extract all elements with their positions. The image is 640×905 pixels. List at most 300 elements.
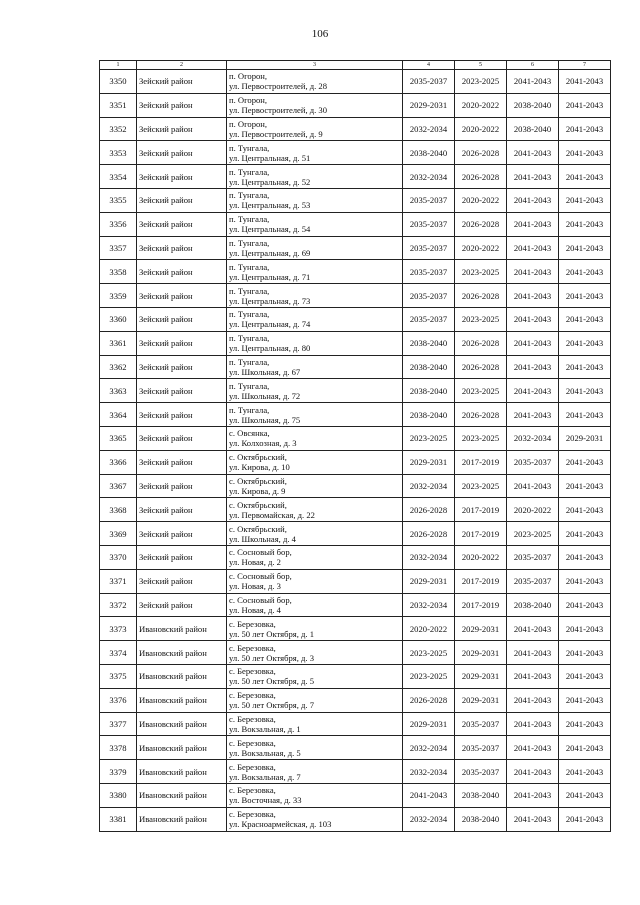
address-settlement: с. Березовка,	[229, 642, 276, 653]
period-cell-col6: 2041-2043	[507, 736, 559, 760]
address-street: ул. Восточная, д. 33	[229, 795, 302, 806]
row-number-cell: 3371	[100, 569, 137, 593]
period-cell-col6: 2041-2043	[507, 212, 559, 236]
address-street: ул. 50 лет Октября, д. 5	[229, 676, 315, 687]
period-cell-col6: 2041-2043	[507, 641, 559, 665]
period-cell-col7: 2041-2043	[559, 70, 611, 94]
period-cell-col5: 2017-2019	[455, 498, 507, 522]
period-cell-col5: 2017-2019	[455, 522, 507, 546]
district-cell: Ивановский район	[137, 641, 227, 665]
address-street: ул. Центральная, д. 53	[229, 200, 311, 211]
table-row	[100, 331, 611, 355]
address-street: ул. Центральная, д. 52	[229, 176, 311, 187]
district-cell: Зейский район	[137, 426, 227, 450]
period-cell-col7: 2041-2043	[559, 569, 611, 593]
row-number-cell: 3362	[100, 355, 137, 379]
address-settlement: с. Березовка,	[229, 690, 276, 701]
period-cell-col6: 2041-2043	[507, 664, 559, 688]
address-street: ул. Вокзальная, д. 1	[229, 723, 301, 734]
address-settlement: с. Березовка,	[229, 737, 276, 748]
address-settlement: п. Тунгала,	[229, 309, 270, 320]
address-settlement: с. Сосновый бор,	[229, 547, 292, 558]
table-row	[100, 284, 611, 308]
period-cell-col4: 2038-2040	[403, 331, 455, 355]
district-cell: Зейский район	[137, 498, 227, 522]
period-cell-col6: 2038-2040	[507, 93, 559, 117]
address-cell	[227, 688, 403, 712]
period-cell-col6: 2038-2040	[507, 593, 559, 617]
period-cell-col5: 2020-2022	[455, 188, 507, 212]
address-cell	[227, 641, 403, 665]
period-cell-col6: 2041-2043	[507, 807, 559, 831]
address-cell	[227, 236, 403, 260]
period-cell-col6: 2041-2043	[507, 141, 559, 165]
period-cell-col6: 2041-2043	[507, 307, 559, 331]
period-cell-col4: 2035-2037	[403, 284, 455, 308]
period-cell-col7: 2041-2043	[559, 664, 611, 688]
period-cell-col6: 2041-2043	[507, 760, 559, 784]
row-number-cell: 3365	[100, 426, 137, 450]
period-cell-col6: 2041-2043	[507, 379, 559, 403]
period-cell-col7: 2041-2043	[559, 117, 611, 141]
period-cell-col6: 2041-2043	[507, 474, 559, 498]
row-number-cell: 3359	[100, 284, 137, 308]
address-settlement: п. Тунгала,	[229, 237, 270, 248]
period-cell-col6: 2041-2043	[507, 236, 559, 260]
district-cell: Ивановский район	[137, 688, 227, 712]
address-cell	[227, 355, 403, 379]
period-cell-col7: 2041-2043	[559, 165, 611, 189]
period-cell-col7: 2041-2043	[559, 403, 611, 427]
address-cell	[227, 379, 403, 403]
period-cell-col6: 2041-2043	[507, 331, 559, 355]
address-settlement: с. Березовка,	[229, 809, 276, 820]
district-cell: Зейский район	[137, 403, 227, 427]
address-street: ул. Первостроителей, д. 30	[229, 105, 328, 116]
row-number-cell: 3374	[100, 641, 137, 665]
district-cell: Ивановский район	[137, 712, 227, 736]
address-street: ул. Кирова, д. 10	[229, 462, 290, 473]
address-settlement: п. Огорон,	[229, 118, 268, 129]
column-header-7: 7	[559, 61, 611, 70]
row-number-cell: 3354	[100, 165, 137, 189]
address-cell	[227, 188, 403, 212]
column-number-row	[100, 61, 611, 70]
period-cell-col6: 2041-2043	[507, 70, 559, 94]
table-row	[100, 617, 611, 641]
period-cell-col6: 2041-2043	[507, 284, 559, 308]
row-number-cell: 3369	[100, 522, 137, 546]
table-row	[100, 641, 611, 665]
row-number-cell: 3377	[100, 712, 137, 736]
column-header-3: 3	[227, 61, 403, 70]
address-street: ул. Новая, д. 3	[229, 581, 281, 592]
row-number-cell: 3355	[100, 188, 137, 212]
period-cell-col7: 2041-2043	[559, 712, 611, 736]
table-row	[100, 355, 611, 379]
period-cell-col5: 2023-2025	[455, 379, 507, 403]
address-settlement: с. Березовка,	[229, 761, 276, 772]
row-number-cell: 3373	[100, 617, 137, 641]
period-cell-col4: 2026-2028	[403, 688, 455, 712]
address-settlement: п. Тунгала,	[229, 166, 270, 177]
table-row	[100, 688, 611, 712]
period-cell-col7: 2029-2031	[559, 426, 611, 450]
district-cell: Зейский район	[137, 331, 227, 355]
period-cell-col6: 2038-2040	[507, 117, 559, 141]
period-cell-col6: 2041-2043	[507, 403, 559, 427]
address-cell	[227, 522, 403, 546]
address-cell	[227, 617, 403, 641]
district-cell: Зейский район	[137, 117, 227, 141]
district-cell: Зейский район	[137, 593, 227, 617]
address-street: ул. Новая, д. 4	[229, 604, 281, 615]
address-settlement: п. Тунгала,	[229, 333, 270, 344]
table-row	[100, 212, 611, 236]
row-number-cell: 3366	[100, 450, 137, 474]
row-number-cell: 3352	[100, 117, 137, 141]
table-body	[100, 70, 611, 832]
address-street: ул. Центральная, д. 74	[229, 319, 311, 330]
period-cell-col7: 2041-2043	[559, 307, 611, 331]
period-cell-col7: 2041-2043	[559, 522, 611, 546]
address-cell	[227, 474, 403, 498]
district-cell: Ивановский район	[137, 736, 227, 760]
address-settlement: с. Октябрьский,	[229, 523, 287, 534]
address-street: ул. Первостроителей, д. 9	[229, 128, 323, 139]
table-row	[100, 403, 611, 427]
district-cell: Ивановский район	[137, 783, 227, 807]
row-number-cell: 3353	[100, 141, 137, 165]
period-cell-col7: 2041-2043	[559, 212, 611, 236]
address-street: ул. Вокзальная, д. 7	[229, 771, 301, 782]
period-cell-col7: 2041-2043	[559, 688, 611, 712]
period-cell-col6: 2041-2043	[507, 188, 559, 212]
address-cell	[227, 783, 403, 807]
period-cell-col7: 2041-2043	[559, 236, 611, 260]
address-street: ул. Новая, д. 2	[229, 557, 281, 568]
address-cell	[227, 545, 403, 569]
period-cell-col4: 2029-2031	[403, 93, 455, 117]
address-cell	[227, 498, 403, 522]
address-settlement: п. Тунгала,	[229, 380, 270, 391]
period-cell-col4: 2032-2034	[403, 736, 455, 760]
table-row	[100, 70, 611, 94]
address-street: ул. Центральная, д. 73	[229, 295, 311, 306]
period-cell-col7: 2041-2043	[559, 450, 611, 474]
address-street: ул. 50 лет Октября, д. 7	[229, 700, 315, 711]
table-row	[100, 188, 611, 212]
district-cell: Ивановский район	[137, 807, 227, 831]
address-street: ул. Центральная, д. 71	[229, 271, 311, 282]
table-row	[100, 664, 611, 688]
row-number-cell: 3379	[100, 760, 137, 784]
column-header-5: 5	[455, 61, 507, 70]
period-cell-col5: 2035-2037	[455, 760, 507, 784]
period-cell-col7: 2041-2043	[559, 617, 611, 641]
period-cell-col5: 2026-2028	[455, 331, 507, 355]
row-number-cell: 3360	[100, 307, 137, 331]
address-settlement: п. Тунгала,	[229, 261, 270, 272]
address-settlement: с. Березовка,	[229, 618, 276, 629]
address-settlement: с. Октябрьский,	[229, 499, 287, 510]
address-cell	[227, 450, 403, 474]
address-cell	[227, 712, 403, 736]
district-cell: Зейский район	[137, 70, 227, 94]
period-cell-col5: 2026-2028	[455, 141, 507, 165]
row-number-cell: 3368	[100, 498, 137, 522]
address-street: ул. 50 лет Октября, д. 1	[229, 628, 315, 639]
period-cell-col5: 2017-2019	[455, 569, 507, 593]
period-cell-col4: 2023-2025	[403, 664, 455, 688]
period-cell-col6: 2041-2043	[507, 617, 559, 641]
period-cell-col6: 2041-2043	[507, 165, 559, 189]
row-number-cell: 3378	[100, 736, 137, 760]
period-cell-col4: 2020-2022	[403, 617, 455, 641]
address-cell	[227, 664, 403, 688]
period-cell-col5: 2038-2040	[455, 807, 507, 831]
address-cell	[227, 165, 403, 189]
address-settlement: п. Тунгала,	[229, 214, 270, 225]
address-settlement: п. Тунгала,	[229, 142, 270, 153]
period-cell-col4: 2038-2040	[403, 355, 455, 379]
period-cell-col6: 2041-2043	[507, 688, 559, 712]
address-cell	[227, 426, 403, 450]
period-cell-col7: 2041-2043	[559, 284, 611, 308]
period-cell-col7: 2041-2043	[559, 379, 611, 403]
address-settlement: п. Тунгала,	[229, 356, 270, 367]
address-cell	[227, 117, 403, 141]
address-cell	[227, 260, 403, 284]
row-number-cell: 3351	[100, 93, 137, 117]
period-cell-col4: 2032-2034	[403, 593, 455, 617]
period-cell-col5: 2026-2028	[455, 355, 507, 379]
period-cell-col5: 2023-2025	[455, 474, 507, 498]
period-cell-col4: 2035-2037	[403, 236, 455, 260]
table-row	[100, 426, 611, 450]
address-street: ул. Колхозная, д. 3	[229, 438, 297, 449]
period-cell-col5: 2023-2025	[455, 307, 507, 331]
housing-register-table	[99, 60, 611, 832]
table-row	[100, 93, 611, 117]
period-cell-col5: 2020-2022	[455, 545, 507, 569]
address-street: ул. Школьная, д. 67	[229, 366, 301, 377]
period-cell-col6: 2041-2043	[507, 712, 559, 736]
period-cell-col6: 2041-2043	[507, 355, 559, 379]
address-cell	[227, 331, 403, 355]
period-cell-col6: 2035-2037	[507, 569, 559, 593]
table-row	[100, 379, 611, 403]
district-cell: Зейский район	[137, 569, 227, 593]
row-number-cell: 3364	[100, 403, 137, 427]
period-cell-col4: 2032-2034	[403, 807, 455, 831]
table-row	[100, 522, 611, 546]
period-cell-col7: 2041-2043	[559, 93, 611, 117]
table-row	[100, 498, 611, 522]
period-cell-col4: 2041-2043	[403, 783, 455, 807]
column-header-4: 4	[403, 61, 455, 70]
period-cell-col6: 2041-2043	[507, 260, 559, 284]
row-number-cell: 3381	[100, 807, 137, 831]
period-cell-col4: 2032-2034	[403, 474, 455, 498]
address-settlement: с. Сосновый бор,	[229, 571, 292, 582]
district-cell: Зейский район	[137, 522, 227, 546]
period-cell-col6: 2020-2022	[507, 498, 559, 522]
table-row	[100, 450, 611, 474]
address-cell	[227, 736, 403, 760]
district-cell: Зейский район	[137, 212, 227, 236]
address-cell	[227, 284, 403, 308]
address-cell	[227, 569, 403, 593]
table-row	[100, 307, 611, 331]
period-cell-col4: 2035-2037	[403, 188, 455, 212]
district-cell: Зейский район	[137, 355, 227, 379]
row-number-cell: 3370	[100, 545, 137, 569]
period-cell-col4: 2029-2031	[403, 712, 455, 736]
period-cell-col5: 2035-2037	[455, 712, 507, 736]
table-row	[100, 474, 611, 498]
period-cell-col7: 2041-2043	[559, 760, 611, 784]
district-cell: Зейский район	[137, 307, 227, 331]
period-cell-col7: 2041-2043	[559, 545, 611, 569]
table-row	[100, 593, 611, 617]
period-cell-col5: 2029-2031	[455, 688, 507, 712]
address-settlement: с. Октябрьский,	[229, 452, 287, 463]
row-number-cell: 3357	[100, 236, 137, 260]
period-cell-col6: 2035-2037	[507, 545, 559, 569]
period-cell-col5: 2026-2028	[455, 212, 507, 236]
row-number-cell: 3367	[100, 474, 137, 498]
period-cell-col4: 2026-2028	[403, 522, 455, 546]
address-settlement: с. Березовка,	[229, 666, 276, 677]
period-cell-col4: 2029-2031	[403, 450, 455, 474]
address-settlement: с. Березовка,	[229, 785, 276, 796]
row-number-cell: 3372	[100, 593, 137, 617]
table-row	[100, 545, 611, 569]
period-cell-col5: 2035-2037	[455, 736, 507, 760]
address-street: ул. Красноармейская, д. 103	[229, 819, 332, 830]
district-cell: Зейский район	[137, 284, 227, 308]
address-street: ул. Центральная, д. 69	[229, 247, 311, 258]
period-cell-col5: 2023-2025	[455, 260, 507, 284]
table-row	[100, 236, 611, 260]
table-row	[100, 141, 611, 165]
address-cell	[227, 593, 403, 617]
period-cell-col6: 2032-2034	[507, 426, 559, 450]
period-cell-col7: 2041-2043	[559, 807, 611, 831]
period-cell-col4: 2038-2040	[403, 403, 455, 427]
row-number-cell: 3361	[100, 331, 137, 355]
district-cell: Зейский район	[137, 93, 227, 117]
period-cell-col5: 2029-2031	[455, 617, 507, 641]
address-settlement: с. Октябрьский,	[229, 475, 287, 486]
address-cell	[227, 307, 403, 331]
address-street: ул. Школьная, д. 4	[229, 533, 296, 544]
address-street: ул. Центральная, д. 80	[229, 343, 311, 354]
address-cell	[227, 807, 403, 831]
column-header-2: 2	[137, 61, 227, 70]
period-cell-col4: 2032-2034	[403, 165, 455, 189]
district-cell: Зейский район	[137, 165, 227, 189]
period-cell-col4: 2035-2037	[403, 307, 455, 331]
address-settlement: п. Огорон,	[229, 71, 268, 82]
period-cell-col7: 2041-2043	[559, 188, 611, 212]
period-cell-col7: 2041-2043	[559, 474, 611, 498]
address-street: ул. Школьная, д. 75	[229, 414, 301, 425]
district-cell: Ивановский район	[137, 617, 227, 641]
period-cell-col5: 2017-2019	[455, 593, 507, 617]
district-cell: Ивановский район	[137, 664, 227, 688]
period-cell-col7: 2041-2043	[559, 141, 611, 165]
period-cell-col4: 2023-2025	[403, 426, 455, 450]
period-cell-col7: 2041-2043	[559, 783, 611, 807]
address-settlement: п. Тунгала,	[229, 190, 270, 201]
period-cell-col5: 2038-2040	[455, 783, 507, 807]
period-cell-col7: 2041-2043	[559, 736, 611, 760]
period-cell-col7: 2041-2043	[559, 355, 611, 379]
district-cell: Зейский район	[137, 474, 227, 498]
page-number: 106	[311, 28, 329, 40]
period-cell-col4: 2029-2031	[403, 569, 455, 593]
district-cell: Зейский район	[137, 379, 227, 403]
address-settlement: п. Тунгала,	[229, 404, 270, 415]
table-row	[100, 117, 611, 141]
address-street: ул. Первомайская, д. 22	[229, 509, 315, 520]
district-cell: Зейский район	[137, 188, 227, 212]
row-number-cell: 3375	[100, 664, 137, 688]
period-cell-col4: 2032-2034	[403, 545, 455, 569]
period-cell-col6: 2035-2037	[507, 450, 559, 474]
district-cell: Зейский район	[137, 450, 227, 474]
column-header-1: 1	[100, 61, 137, 70]
period-cell-col4: 2035-2037	[403, 70, 455, 94]
table-row	[100, 165, 611, 189]
row-number-cell: 3350	[100, 70, 137, 94]
period-cell-col7: 2041-2043	[559, 331, 611, 355]
period-cell-col7: 2041-2043	[559, 641, 611, 665]
address-settlement: с. Сосновый бор,	[229, 594, 292, 605]
period-cell-col6: 2041-2043	[507, 783, 559, 807]
period-cell-col4: 2038-2040	[403, 141, 455, 165]
period-cell-col4: 2035-2037	[403, 260, 455, 284]
period-cell-col5: 2023-2025	[455, 426, 507, 450]
period-cell-col5: 2020-2022	[455, 93, 507, 117]
table-row	[100, 807, 611, 831]
period-cell-col7: 2041-2043	[559, 260, 611, 284]
period-cell-col7: 2041-2043	[559, 498, 611, 522]
period-cell-col5: 2023-2025	[455, 70, 507, 94]
table-row	[100, 569, 611, 593]
address-cell	[227, 760, 403, 784]
row-number-cell: 3358	[100, 260, 137, 284]
period-cell-col5: 2029-2031	[455, 664, 507, 688]
district-cell: Зейский район	[137, 141, 227, 165]
address-cell	[227, 403, 403, 427]
address-cell	[227, 141, 403, 165]
district-cell: Зейский район	[137, 260, 227, 284]
row-number-cell: 3380	[100, 783, 137, 807]
row-number-cell: 3363	[100, 379, 137, 403]
table-row	[100, 736, 611, 760]
period-cell-col5: 2026-2028	[455, 165, 507, 189]
address-cell	[227, 70, 403, 94]
period-cell-col7: 2041-2043	[559, 593, 611, 617]
address-street: ул. Центральная, д. 51	[229, 152, 311, 163]
address-settlement: с. Березовка,	[229, 713, 276, 724]
address-street: ул. 50 лет Октября, д. 3	[229, 652, 315, 663]
table-row	[100, 760, 611, 784]
period-cell-col5: 2029-2031	[455, 641, 507, 665]
